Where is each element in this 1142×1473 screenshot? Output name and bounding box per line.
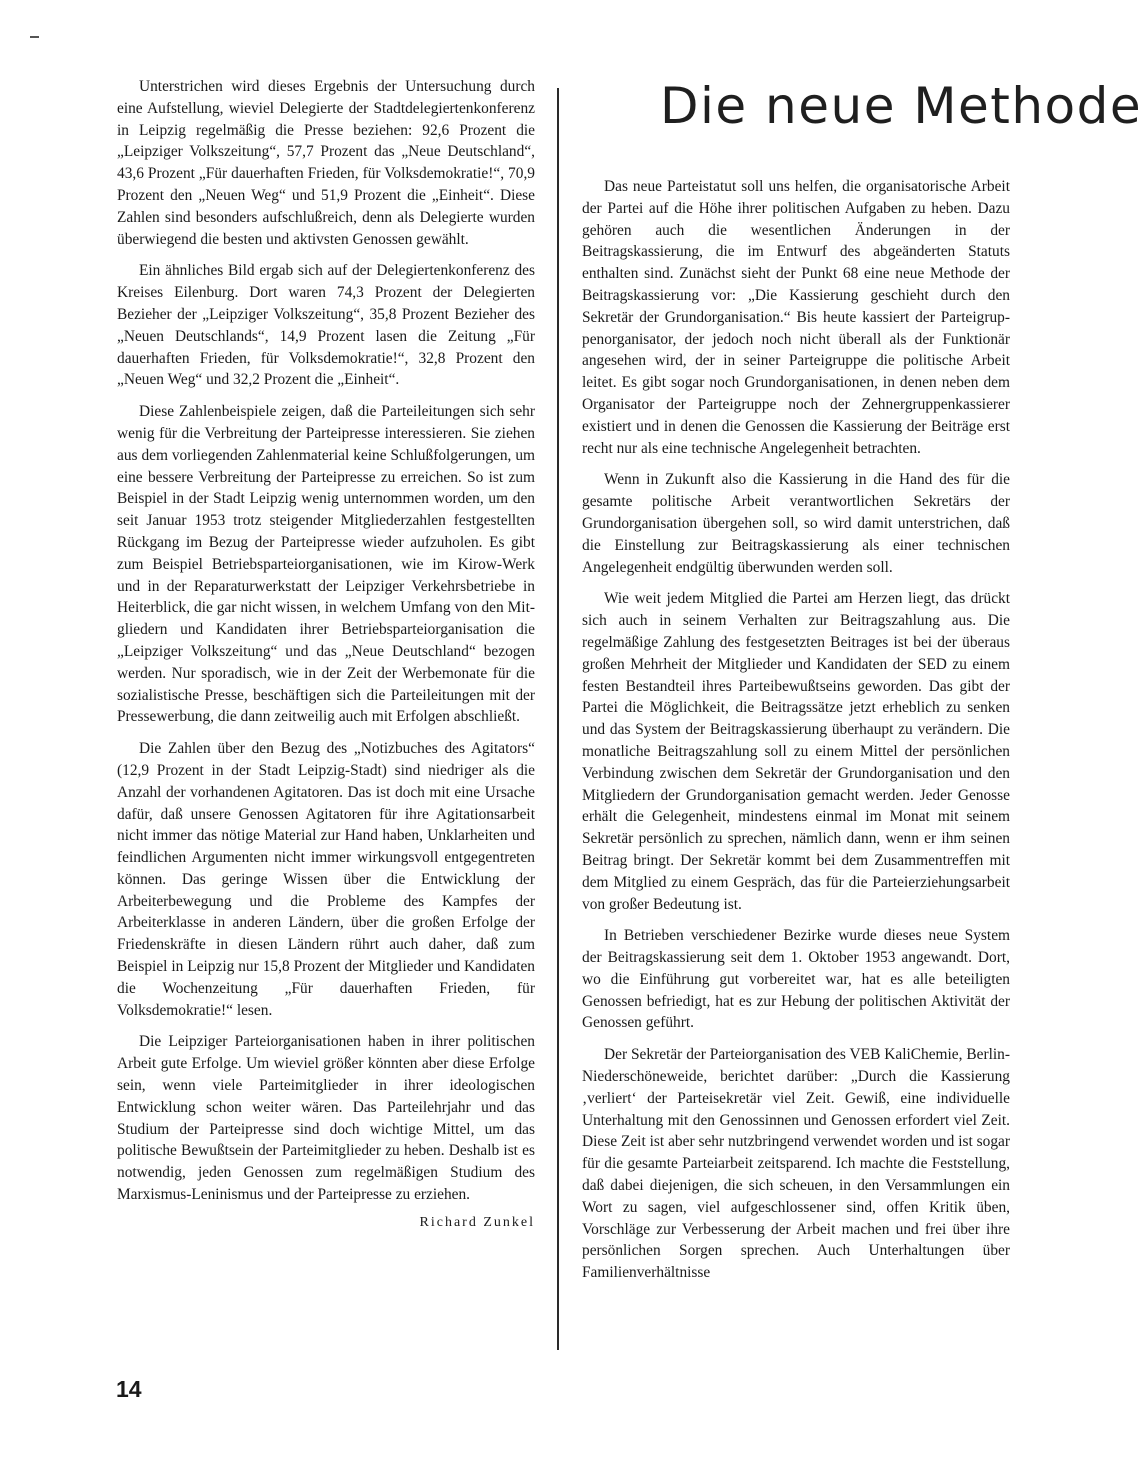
author-signature: Richard Zunkel <box>419 1214 535 1230</box>
left-paragraph-5: Die Leipziger Parteiorganisationen haben in ihrer politischen Arbeit gute Erfolge. Um wieviel größer könnten aber diese Erfolge sein, wenn viele Parteimitglieder in ihrer ideologischen Entwicklung schon weiter wären. Das Parteilehrjahr und das Studium der Parteipresse sind doch wichtige Mittel, um das politische Bewußtsein der Parteimitglieder zu heben. Deshalb ist es notwendig, jeden Genossen zum regelmäßigen Studium des Marxismus-Leninismus und der Parteipresse zu erziehen. <box>117 1033 535 1204</box>
right-paragraph-4: In Betrieben verschiedener Bezirke wurde dieses neue System der Beitragskassierung seit dem 1. Oktober 1953 angewandt. Dort, wo die Einführung gut vorbereitet war, hat es alle beteiligten Genossen befriedigt, hat es zur Hebung der politischen Aktivität der Genossen geführt. <box>582 927 1010 1032</box>
left-column <box>117 76 535 1234</box>
article-headline: Die neue Methode <box>660 77 1142 135</box>
corner-mark <box>30 36 39 38</box>
left-paragraph-1: Unterstrichen wird dieses Ergebnis der Untersuchung durch eine Aufstellung, wieviel Delegierte der Stadtdelegiertenkonferenz in Leipzig regelmäßig die Presse beziehen: 92,6 Prozent die „Leipziger Volkszeitung“, 57,7 Prozent das „Neue Deutschland“, 43,6 Prozent „Für dauerhaften Frieden, für Volksdemokratie!“, 70,9 Prozent den „Neuen Weg“ und 51,9 Prozent die „Einheit“. Diese Zahlen sind besonders aufschlußreich, denn als Delegierte wurden überwiegend die besten und aktivsten Genossen gewählt. <box>117 78 535 248</box>
right-paragraph-5: Der Sekretär der Parteiorganisation des VEB KaliChemie, Berlin-Niederschöneweide, berichtet darüber: „Durch die Kassierung ‚verliert‘ der Parteisekretär viel Zeit. Gewiß, eine individuelle Unterhaltung mit den Genossinnen und Genossen erfordert viel Zeit. Diese Zeit ist aber sehr nutzbringend verwendet worden und ist sogar für die gesamte Parteiarbeit zeitsparend. Ich machte die Feststellung, daß dabei diejenigen, die sich scheuen, in den Versammlungen ein Wort zu sagen, viel aufgeschlossener sind, offen Kritik üben, Vorschläge zur Verbesserung der Arbeit machen und frei über ihre persönlichen Sorgen sprechen. Auch Unterhaltungen über Familienverhältnisse <box>582 1046 1010 1282</box>
left-paragraph-2: Ein ähnliches Bild ergab sich auf der Delegiertenkonferenz des Kreises Eilenburg. Dort waren 74,3 Prozent der Delegierten Bezieher der „Leipziger Volkszeitung“, 35,8 Prozent Bezieher des „Neuen Deutschlands“, 14,9 Prozent lasen die Zeitung „Für dauerhaften Frieden, für Volksdemokratie!“, 32,8 Prozent den „Neuen Weg“ und 32,2 Prozent die „Einheit“. <box>117 262 535 389</box>
right-paragraph-3: Wie weit jedem Mitglied die Partei am Herzen liegt, das drückt sich auch in seinem Verhalten zur Beitragszahlung aus. Die regelmäßige Zahlung des festgesetzten Beitrages ist bei der überaus großen Mehrheit der Mitglieder und Kandidaten der SED zu einem festen Bestandteil ihres Parteibewußtseins geworden. Das gibt der Partei die Möglichkeit, die Beitragssätze jetzt erheblich zu senken und das System der Beitragskassierung überhaupt zu verändern. Die monatliche Beitragszahlung soll zu einem Mittel der persönlichen Verbindung zwischen dem Sekretär der Grundorganisation und den Mitgliedern der Grundorganisation gemacht werden. Jeder Genosse erhält die Gelegenheit, mindestens einmal im Monat mit seinem Sekretär persönlich zu sprechen, nämlich dann, wenn er ihm seinen Beitrag bringt. Der Sekretär kommt bei dem Zusammentreffen mit dem Mitglied zu einem Gespräch, das für die Parteierziehungsarbeit von großer Bedeutung ist. <box>582 590 1010 913</box>
right-paragraph-2: Wenn in Zukunft also die Kassierung in die Hand des für die gesamte politische Arbeit verantwortlichen Sekretärs der Grundorganisation übergehen soll, so wird damit unterstrichen, daß die Einstellung zur Beitragskassierung als einer technischen Angelegenheit endgültig überwunden werden soll. <box>582 471 1010 576</box>
page-number: 14 <box>116 1376 142 1402</box>
left-paragraph-3: Diese Zahlenbeispiele zeigen, daß die Parteileitungen sich sehr wenig für die Verbreitung der Parteipresse interessieren. Sie ziehen aus dem vorliegenden Zahlenmaterial keine Schlußfolgerungen, um eine bessere Verbreitung der Parteipresse zu erreichen. So ist zum Beispiel in der Stadt Leipzig wenig unternommen worden, um den seit Januar 1953 trotz steigender Mitgliederzahlen festgestellten Rückgang im Bezug der Parteipresse wieder aufzuholen. Es gibt zum Beispiel Betriebsparteiorganisationen, wie im Kirow-Werk und in der Reparaturwerkstatt der Leipziger Verkehrsbetriebe in Heiterblick, die gar nicht wissen, in welchem Umfang von den Mitgliedern und Kandidaten ihrer Betriebsparteiorganisation die „Leipziger Volkszeitung“ und das „Neue Deutschland“ bezogen werden. Nur sporadisch, wie in der Zeit der Werbemonate für die sozialistische Presse, beschäftigen sich die Parteileitungen mit der Pressewerbung, die dann zeitweilig auch mit Erfolgen abschließt. <box>117 403 535 726</box>
column-divider <box>557 88 559 1350</box>
left-paragraph-4: Die Zahlen über den Bezug des „Notizbuches des Agitators“ (12,9 Prozent in der Stadt Leipzig-Stadt) sind niedriger als die Anzahl der vorhandenen Agitatoren. Das ist doch mit eine Ursache dafür, daß unsere Genossen Agitatoren für ihre Agitationsarbeit nicht immer das nötige Material zur Hand haben, Unklarheiten und feindlichen Argumenten nicht immer wirkungsvoll entgegentreten können. Das geringe Wissen über die Entwicklung der Arbeiterbewegung und die Probleme des Kampfes der Arbeiterklasse in anderen Ländern, über die großen Erfolge der Friedenskräfte in diesen Ländern rührt auch daher, daß zum Beispiel in Leipzig nur 15,8 Prozent der Mitglieder und Kandidaten die Wochenzeitung „Für dauerhaften Frieden, für Volksdemokratie!“ lesen. <box>117 740 535 1019</box>
right-paragraph-1: Das neue Parteistatut soll uns helfen, die organisatorische Arbeit der Partei auf die Höhe ihrer politischen Aufgaben zu heben. Dazu gehören auch die wesentlichen Änderungen in der Beitragskassierung, die im Entwurf des abgeänderten Statuts enthalten sind. Zunächst sieht der Punkt 68 eine neue Methode der Beitragskassierung vor: „Die Kassierung geschieht durch den Sekretär der Grundorganisation.“ Bis heute kassiert der Parteigruppenorganisator, der jedoch noch nicht überall als der Funktionär angesehen wird, der in seiner Parteigruppe die politische Arbeit leitet. Es gibt sogar noch Grundorganisationen, in denen neben dem Organisator der Parteigruppe noch der Zehnergruppenkassierer existiert und in denen die Genossen die Kassierung der Beiträge erst recht nur als eine technische Angelegenheit betrachten. <box>582 178 1010 457</box>
right-column <box>582 176 1010 1294</box>
